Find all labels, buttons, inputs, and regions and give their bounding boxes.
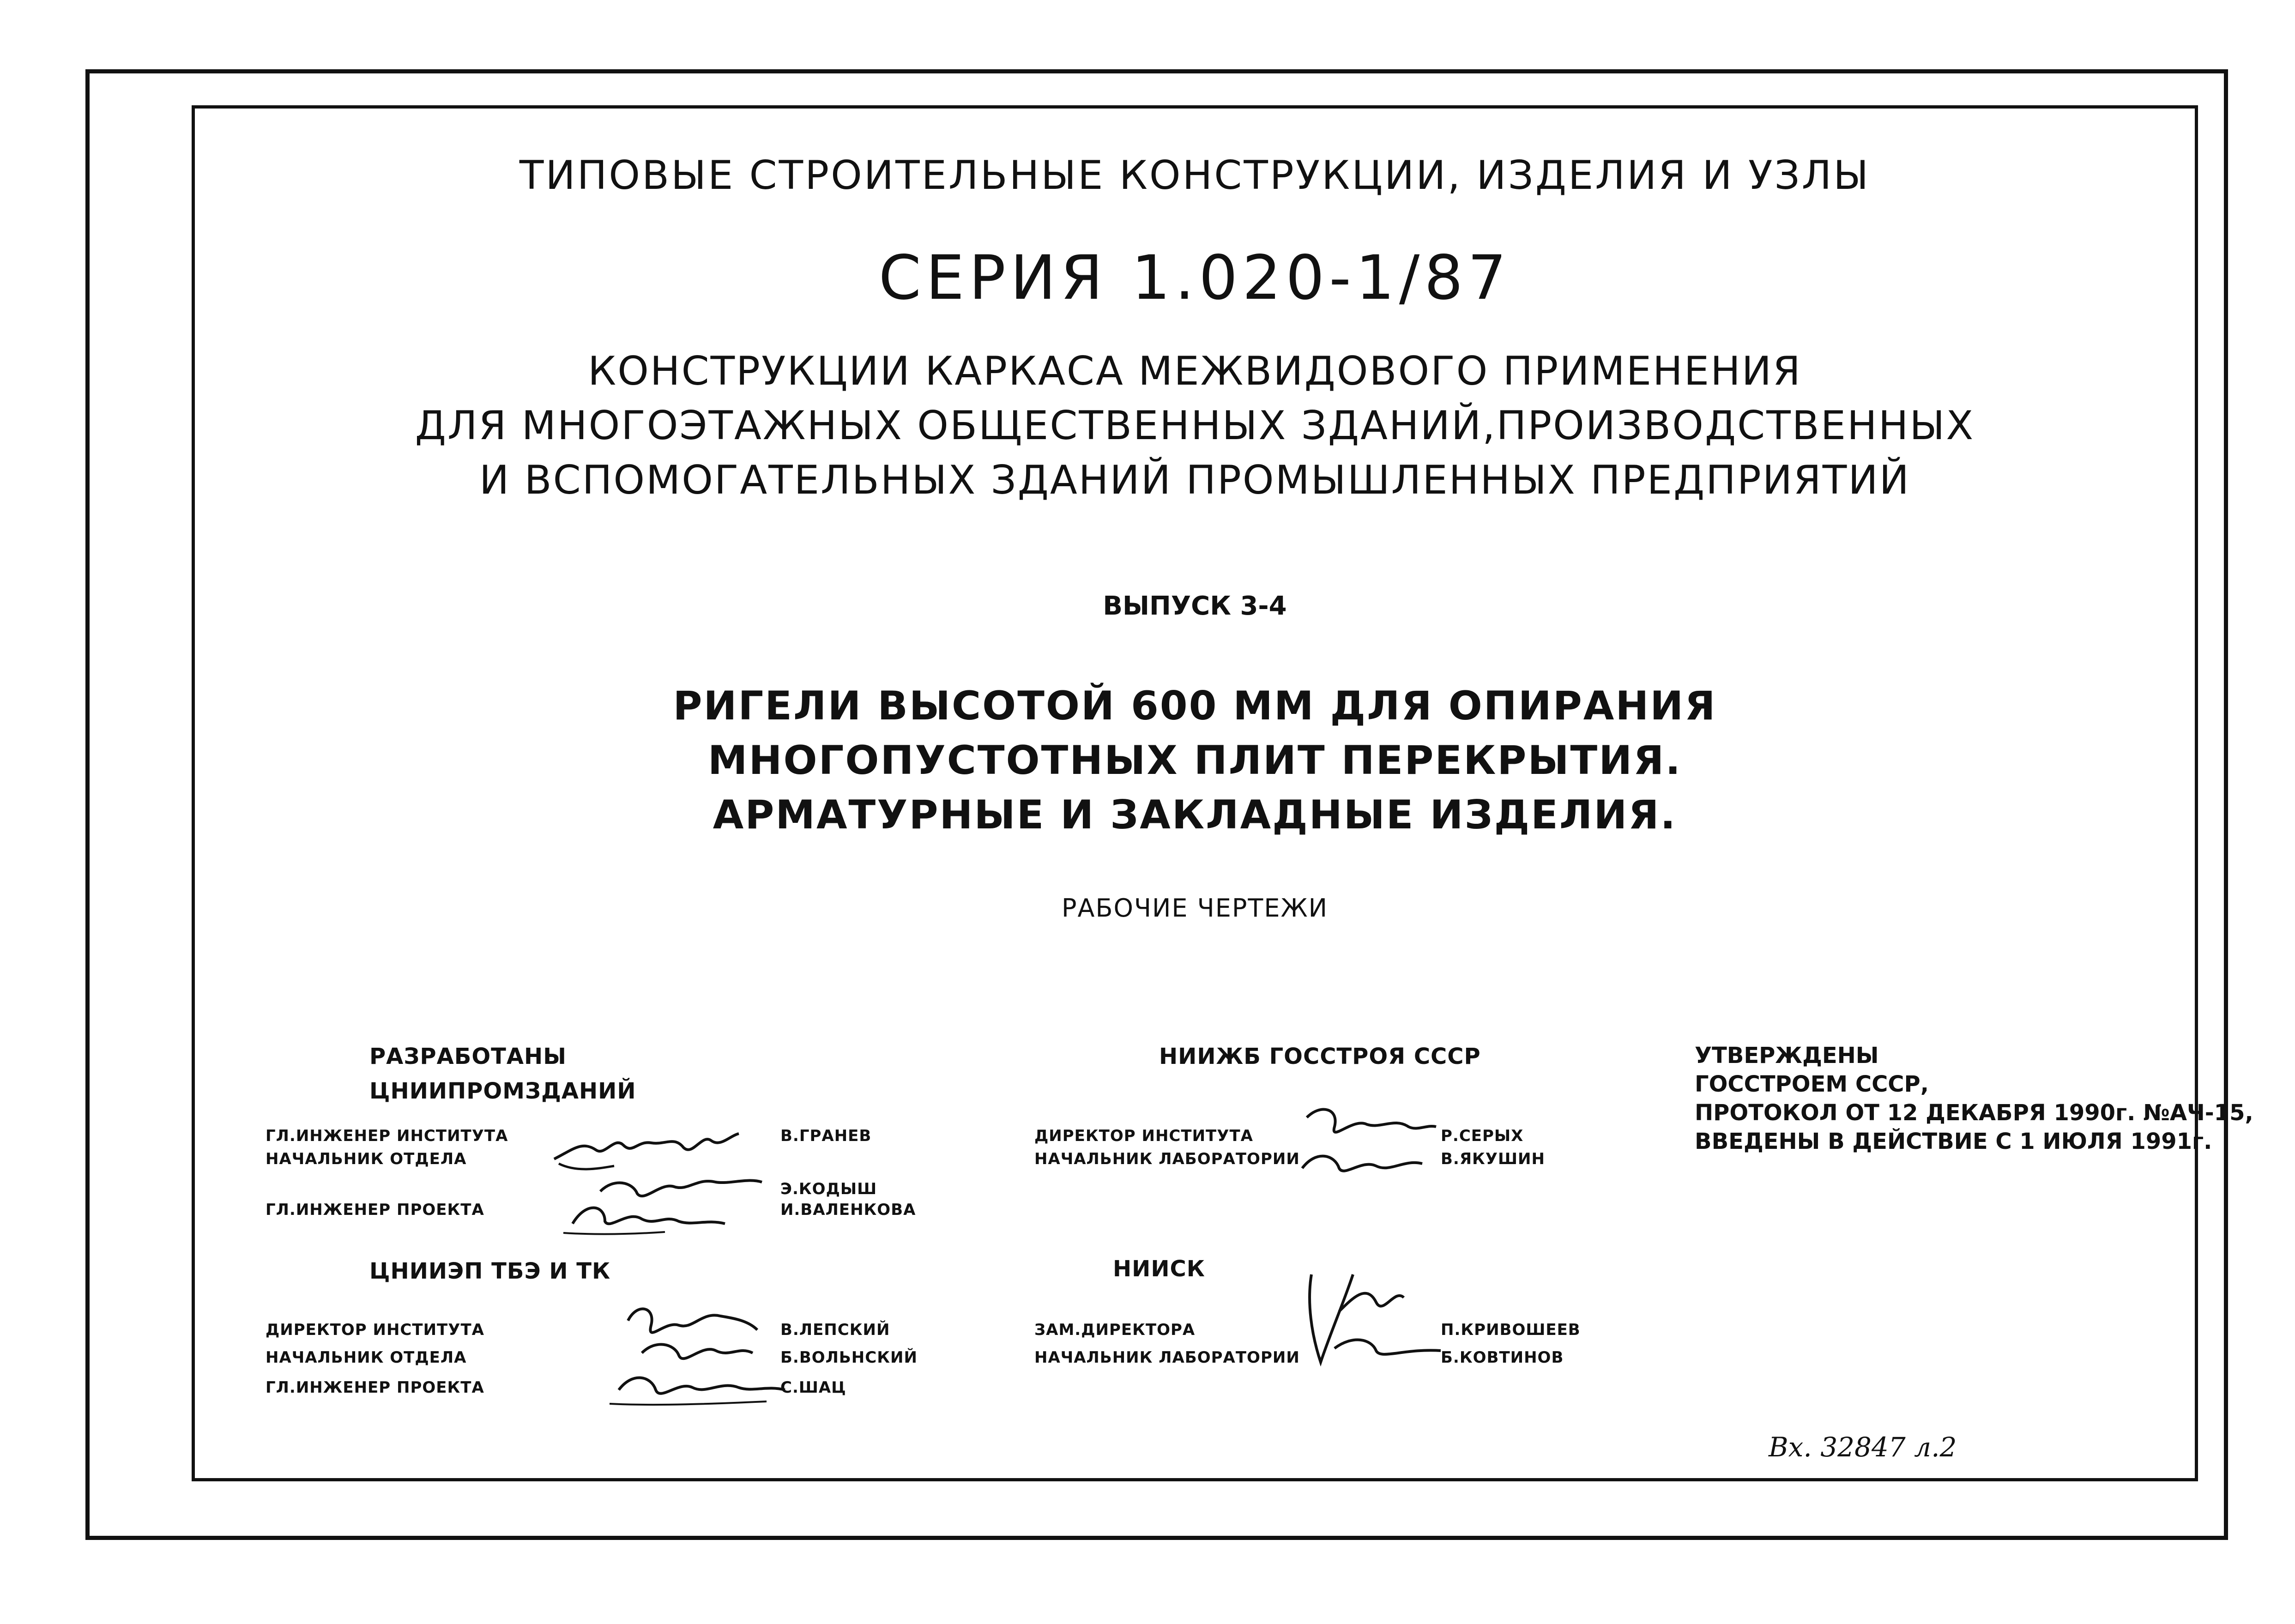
org-name: ЦНИИПРОМЗДАНИЙ: [369, 1078, 636, 1104]
approval-block: [1695, 1041, 2253, 1156]
role-label: ГЛ.ИНЖЕНЕР ПРОЕКТА: [266, 1378, 484, 1397]
issue-title-line: МНОГОПУСТОТНЫХ ПЛИТ ПЕРЕКРЫТИЯ.: [707, 737, 1682, 784]
person-name: И.ВАЛЕНКОВА: [780, 1201, 916, 1219]
approval-line: ПРОТОКОЛ ОТ 12 ДЕКАБРЯ 1990г. №АЧ-15,: [1695, 1100, 2253, 1126]
document-type: РАБОЧИЕ ЧЕРТЕЖИ: [1061, 894, 1329, 923]
role-label: НАЧАЛЬНИК ОТДЕЛА: [266, 1348, 467, 1367]
role-label: ДИРЕКТОР ИНСТИТУТА: [266, 1321, 484, 1339]
person-name: Б.КОВТИНОВ: [1441, 1348, 1564, 1367]
subject-line: КОНСТРУКЦИИ КАРКАСА МЕЖВИДОВОГО ПРИМЕНЕНИЯ: [588, 348, 1802, 394]
person-name: В.ЯКУШИН: [1441, 1150, 1545, 1168]
org-name: ЦНИИЭП ТБЭ И ТК: [369, 1258, 611, 1284]
issue-title: [192, 679, 2198, 842]
issue-title-line: АРМАТУРНЫЕ И ЗАКЛАДНЫЕ ИЗДЕЛИЯ.: [713, 792, 1677, 838]
role-label: НАЧАЛЬНИК ОТДЕЛА: [266, 1150, 467, 1168]
issue-number: ВЫПУСК 3-4: [1103, 591, 1287, 621]
series-title: СЕРИЯ 1.020-1/87: [878, 242, 1511, 314]
person-name: Б.ВОЛЬНСКИЙ: [780, 1348, 918, 1367]
signature-image: [600, 1293, 794, 1413]
person-name: С.ШАЦ: [780, 1378, 846, 1397]
person-name: Р.СЕРЫХ: [1441, 1127, 1524, 1145]
role-label: НАЧАЛЬНИК ЛАБОРАТОРИИ: [1034, 1348, 1300, 1367]
developed-by-label: РАЗРАБОТАНЫ: [369, 1044, 567, 1069]
role-label: ГЛ.ИНЖЕНЕР ПРОЕКТА: [266, 1201, 484, 1219]
approval-line: УТВЕРЖДЕНЫ: [1695, 1043, 1879, 1069]
role-label: ДИРЕКТОР ИНСТИТУТА: [1034, 1127, 1253, 1145]
person-name: В.ГРАНЕВ: [780, 1127, 872, 1145]
subject-line: ДЛЯ МНОГОЭТАЖНЫХ ОБЩЕСТВЕННЫХ ЗДАНИЙ,ПРОИЗВОДСТВЕННЫХ: [415, 403, 1975, 449]
registration-stamp: Вх. 32847 л.2: [1769, 1431, 1957, 1463]
approval-line: ГОССТРОЕМ СССР,: [1695, 1071, 1929, 1097]
org-name: НИИЖБ ГОССТРОЯ СССР: [1159, 1044, 1481, 1069]
role-label: НАЧАЛЬНИК ЛАБОРАТОРИИ: [1034, 1150, 1300, 1168]
subject-title: [192, 344, 2198, 507]
person-name: П.КРИВОШЕЕВ: [1441, 1321, 1581, 1339]
issue-title-line: РИГЕЛИ ВЫСОТОЙ 600 ММ ДЛЯ ОПИРАНИЯ: [673, 683, 1717, 729]
signature-image: [1284, 1256, 1450, 1376]
header-line: ТИПОВЫЕ СТРОИТЕЛЬНЫЕ КОНСТРУКЦИИ, ИЗДЕЛИЯ И УЗЛЫ: [519, 152, 1871, 199]
role-label: ЗАМ.ДИРЕКТОРА: [1034, 1321, 1196, 1339]
person-name: Э.КОДЫШ: [780, 1180, 877, 1198]
subject-line: И ВСПОМОГАТЕЛЬНЫХ ЗДАНИЙ ПРОМЫШЛЕННЫХ ПРЕДПРИЯТИЙ: [479, 457, 1910, 503]
signature-image: [545, 1108, 776, 1247]
person-name: В.ЛЕПСКИЙ: [780, 1321, 890, 1339]
signature-image: [1288, 1099, 1441, 1182]
org-name: НИИСК: [1113, 1256, 1205, 1282]
role-label: ГЛ.ИНЖЕНЕР ИНСТИТУТА: [266, 1127, 508, 1145]
approval-line: ВВЕДЕНЫ В ДЕЙСТВИЕ С 1 ИЮЛЯ 1991г.: [1695, 1129, 2212, 1154]
